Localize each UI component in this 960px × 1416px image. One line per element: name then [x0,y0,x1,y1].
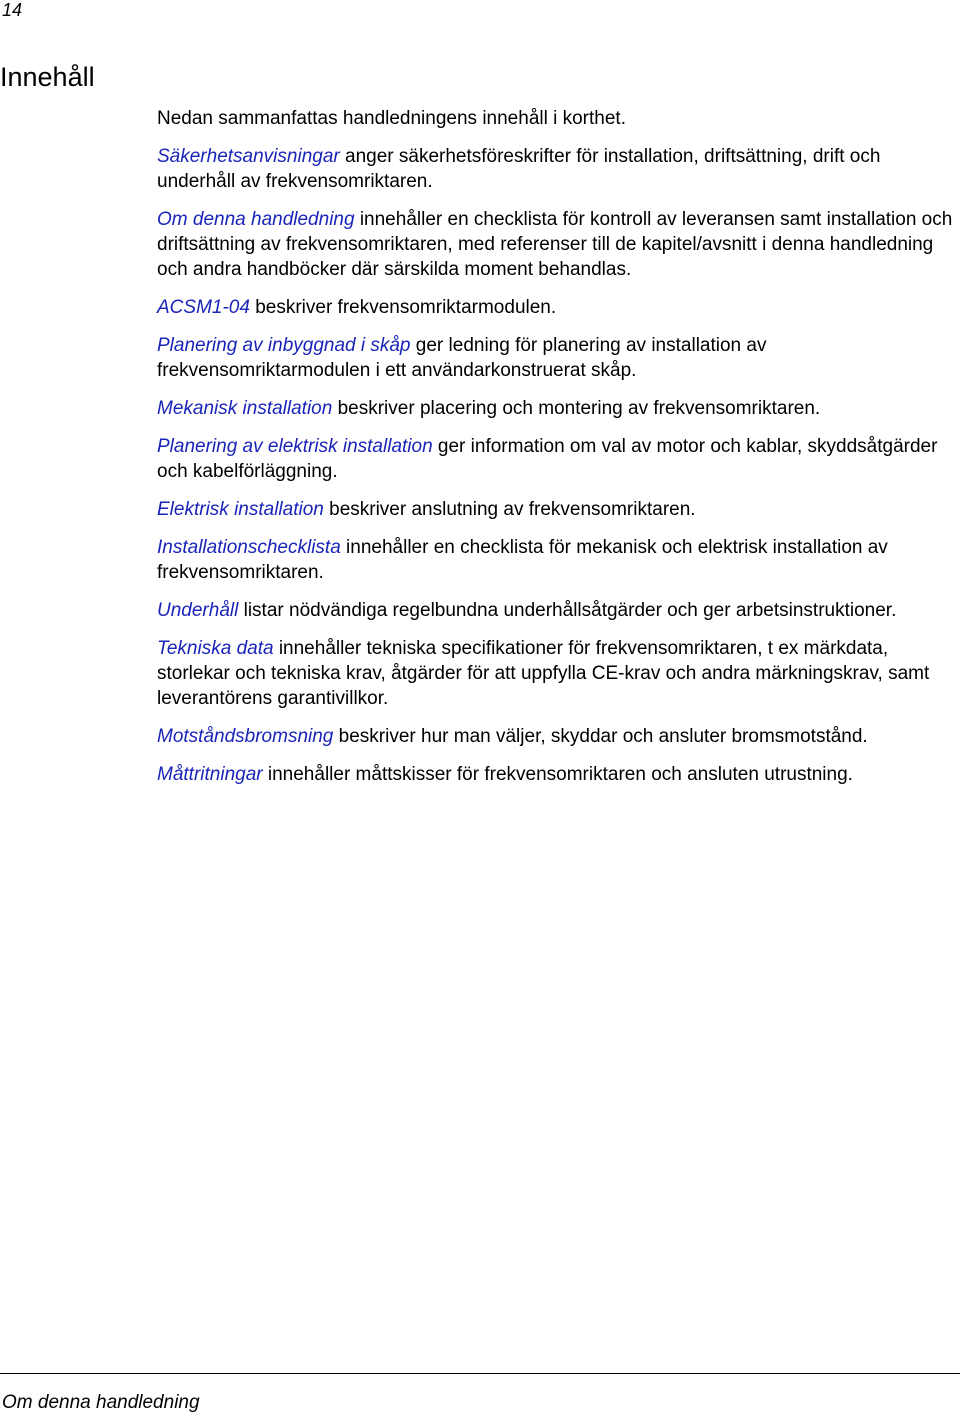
toc-entry-mattritningar [157,762,957,787]
entry-description: beskriver frekvensomriktarmodulen. [249,297,557,319]
entry-description: innehåller en checklista för kontroll av leveransen samt installation och driftsättning av frekvensomriktaren, med referenser till de kapitel/avsnitt i denna handledning och andra handböcker där särskilda moment behandlas. [157,208,953,281]
entry-description: beskriver anslutning av frekvensomriktaren. [323,499,696,521]
toc-entry-planering-inbyggnad [157,333,957,384]
link-planering-elektrisk[interactable]: Planering av elektrisk installation [157,435,433,457]
entry-description: ger ledning för planering av installation av frekvensomriktarmodulen i ett användarkonstruerat skåp. [157,335,767,382]
intro-paragraph [157,106,957,131]
toc-entry-elektrisk-installation [157,497,957,522]
entry-description: innehåller tekniska specifikationer för frekvensomriktaren, t ex märkdata, storlekar och tekniska krav, åtgärder för att uppfylla CE-krav och andra märkningskrav, samt leverantörens garantivillkor. [157,637,930,710]
section-title: Innehåll [0,62,95,92]
toc-entry-acsm1-04 [157,295,957,320]
entry-description: beskriver hur man väljer, skyddar och ansluter bromsmotstånd. [333,726,868,748]
toc-entry-sakerhetsanvisningar [157,144,957,195]
toc-entry-planering-elektrisk [157,434,957,485]
link-planering-inbyggnad[interactable]: Planering av inbyggnad i skåp [157,335,411,357]
link-acsm1-04[interactable]: ACSM1-04 [157,297,250,319]
entry-description: innehåller en checklista för mekanisk och elektrisk installation av frekvensomriktaren. [157,536,888,584]
toc-entry-motstandsbromsning [157,724,957,749]
page-number: 14 [2,0,23,20]
toc-entry-tekniska-data [157,636,957,712]
entry-description: listar nödvändiga regelbundna underhållsåtgärder och ger arbetsinstruktioner. [238,599,897,621]
link-mekanisk-installation[interactable]: Mekanisk installation [157,398,333,420]
link-tekniska-data[interactable]: Tekniska data [157,637,274,659]
entry-description: beskriver placering och montering av frekvensomriktaren. [332,398,821,420]
content-body [157,106,957,800]
entry-description: ger information om val av motor och kablar, skyddsåtgärder och kabelförläggning. [157,435,938,483]
entry-description: innehåller måttskisser för frekvensomriktaren och ansluten utrustning. [262,763,853,785]
toc-entry-underhall [157,598,957,623]
link-motstandsbromsning[interactable]: Motståndsbromsning [157,726,334,748]
footer-chapter-title: Om denna handledning [2,1392,200,1413]
paragraph-text: Nedan sammanfattas handledningens innehåll i korthet. [157,108,626,129]
link-underhall[interactable]: Underhåll [157,599,239,621]
toc-entry-installationschecklista [157,535,957,586]
entry-description: anger säkerhetsföreskrifter för installation, driftsättning, drift och underhåll av frekvensomriktaren. [157,145,881,193]
toc-entry-mekanisk-installation [157,396,957,421]
link-installationschecklista[interactable]: Installationschecklista [157,536,341,558]
footer-divider [0,1373,960,1374]
toc-entry-om-denna-handledning [157,207,957,283]
link-om-denna-handledning[interactable]: Om denna handledning [157,208,355,230]
link-mattritningar[interactable]: Måttritningar [157,763,263,785]
link-elektrisk-installation[interactable]: Elektrisk installation [157,499,324,521]
link-sakerhetsanvisningar[interactable]: Säkerhetsanvisningar [157,145,340,167]
